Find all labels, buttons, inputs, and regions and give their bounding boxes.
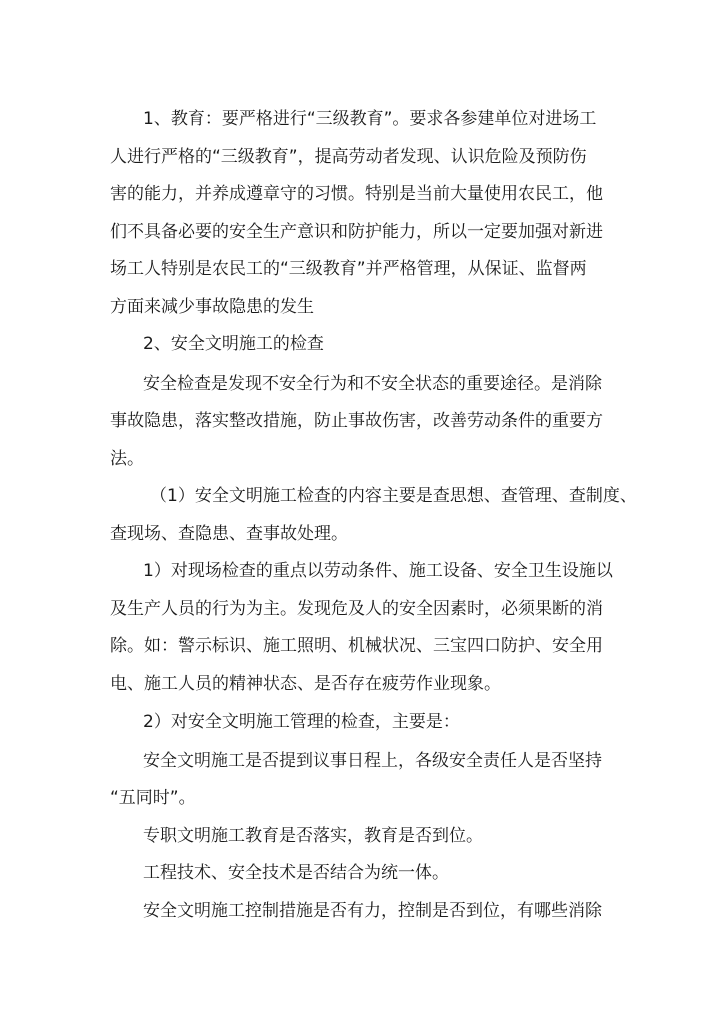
text-line-14: 及生产人员的行为为主。发现危及人的安全因素时，必须果断的消 [110, 599, 603, 619]
text-line-8: 安全检查是发现不安全行为和不安全状态的重要途径。是消除 [143, 374, 602, 394]
text-line-7: 2、安全文明施工的检查 [143, 334, 324, 354]
text-line-9: 事故隐患，落实整改措施，防止事故伤害，改善劳动条件的重要方 [110, 411, 603, 431]
text-line-20: 专职文明施工教育是否落实，教育是否到位。 [143, 826, 483, 846]
text-line-12: 查现场、查隐患、查事故处理。 [110, 524, 348, 544]
text-line-2: 人进行严格的“三级教育”，提高劳动者发现、认识危险及预防伤 [110, 147, 587, 167]
text-line-15: 除。如：警示标识、施工照明、机械状况、三宝四口防护、安全用 [110, 636, 603, 656]
text-line-21: 工程技术、安全技术是否结合为统一体。 [143, 863, 449, 883]
text-line-6: 方面来减少事故隐患的发生 [110, 297, 314, 317]
text-line-16: 电、施工人员的精神状态、是否存在疲劳作业现象。 [110, 674, 501, 694]
text-line-17: 2）对安全文明施工管理的检查，主要是： [143, 712, 460, 732]
text-line-10: 法。 [110, 449, 144, 469]
text-line-5: 场工人特别是农民工的“三级教育”并严格管理，从保证、监督两 [110, 259, 587, 279]
text-line-11: （1）安全文明施工检查的内容主要是查思想、查管理、查制度、 [150, 486, 637, 506]
text-line-13: 1）对现场检查的重点以劳动条件、施工设备、安全卫生设施以 [143, 561, 613, 581]
text-line-4: 们不具备必要的安全生产意识和防护能力，所以一定要加强对新进 [110, 222, 603, 242]
text-line-19: “五同时”。 [110, 788, 196, 808]
text-line-1: 1、教育：要严格进行“三级教育”。要求各参建单位对进场工 [143, 109, 597, 129]
text-line-18: 安全文明施工是否提到议事日程上，各级安全责任人是否坚持 [143, 751, 602, 771]
text-line-3: 害的能力，并养成遵章守的习惯。特别是当前大量使用农民工，他 [110, 184, 603, 204]
text-line-22: 安全文明施工控制措施是否有力，控制是否到位，有哪些消除 [143, 901, 602, 921]
